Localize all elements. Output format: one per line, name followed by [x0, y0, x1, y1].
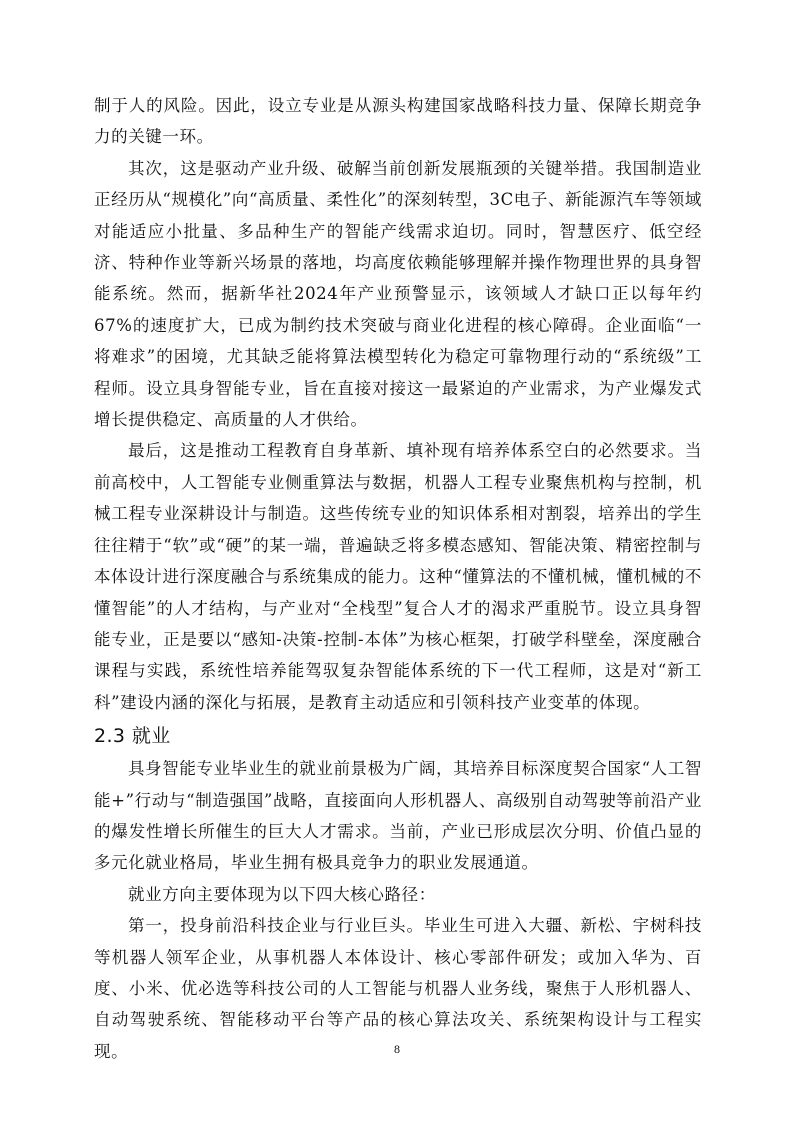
page-number: 8	[394, 1042, 400, 1056]
paragraph: 就业方向主要体现为以下四大核心路径：	[128, 884, 436, 904]
paragraph: 制于人的风险。因此，设立专业是从源头构建国家战略科技力量、保障长期竞争力的关键一环。	[94, 96, 702, 147]
paragraph: 具身智能专业毕业生的就业前景极为广阔，其培养目标深度契合国家“人工智能+”行动与“制造强国”战略，直接面向人形机器人、高级别自动驾驶等前沿产业的爆发性增长所催生的巨大人才需求。当前，产业已形成层次分明、价值凸显的多元化就业格局，毕业生拥有极具竞争力的职业发展通道。	[94, 759, 702, 873]
paragraph: 其次，这是驱动产业升级、破解当前创新发展瓶颈的关键举措。我国制造业正经历从“规模化”向“高质量、柔性化”的深刻转型，3C电子、新能源汽车等领域对能适应小批量、多品种生产的智能产线需求迫切。同时，智慧医疗、低空经济、特种作业等新兴场景的落地，均高度依赖能够理解并操作物理世界的具身智能系统。然而，据新华社2024年产业预警显示，该领域人才缺口正以每年约67%的速度扩大，已成为制约技术突破与商业化进程的核心障碍。企业面临“一将难求”的困境，尤其缺乏能将算法模型转化为稳定可靠物理行动的“系统级”工程师。设立具身智能专业，旨在直接对接这一最紧迫的产业需求，为产业爆发式增长提供稳定、高质量的人才供给。	[94, 158, 702, 430]
paragraph: 第一，投身前沿科技企业与行业巨头。毕业生可进入大疆、新松、宇树科技等机器人领军企业，从事机器人本体设计、核心零部件研发；或加入华为、百度、小米、优必选等科技公司的人工智能与机器人业务线，聚焦于人形机器人、自动驾驶系统、智能移动平台等产品的核心算法攻关、系统架构设计与工程实现。	[94, 916, 702, 1061]
body-text	[94, 90, 702, 1067]
section-heading: 2.3 就业	[94, 725, 171, 748]
paragraph: 最后，这是推动工程教育自身革新、填补现有培养体系空白的必然要求。当前高校中，人工智能专业侧重算法与数据，机器人工程专业聚焦机构与控制，机械工程专业深耕设计与制造。这些传统专业的知识体系相对割裂，培养出的学生往往精于“软”或“硬”的某一端，普遍缺乏将多模态感知、智能决策、精密控制与本体设计进行深度融合与系统集成的能力。这种“懂算法的不懂机械，懂机械的不懂智能”的人才结构，与产业对“全栈型”复合人才的渴求严重脱节。设立具身智能专业，正是要以“感知-决策-控制-本体”为核心框架，打破学科壁垒，深度融合课程与实践，系统性培养能驾驭复杂智能体系统的下一代工程师，这是对“新工科”建设内涵的深化与拓展，是教育主动适应和引领科技产业变革的体现。	[94, 441, 702, 712]
